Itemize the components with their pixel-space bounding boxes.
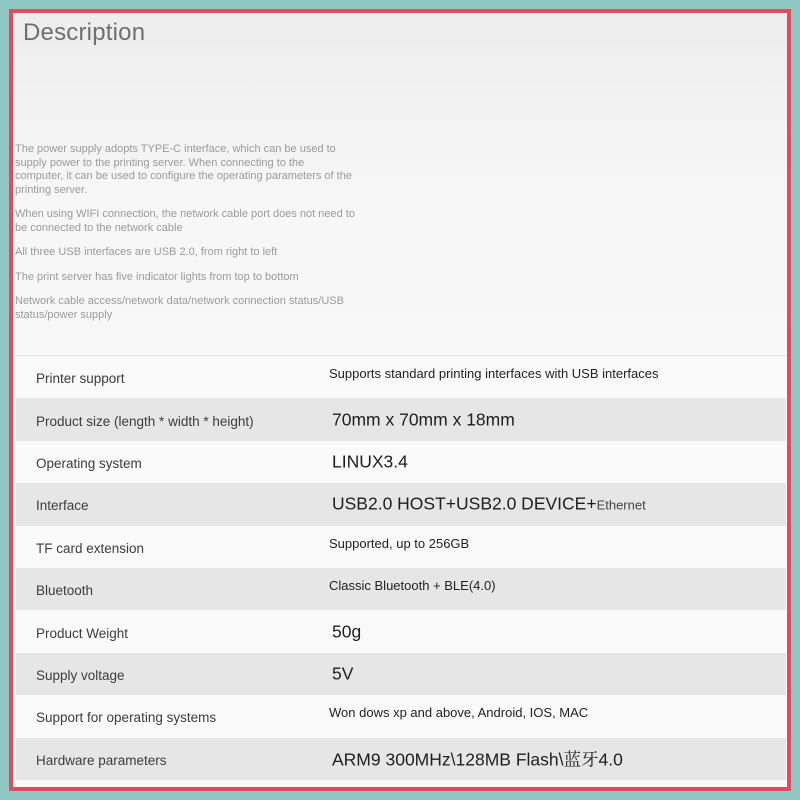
spec-value: Supported, up to 256GB bbox=[329, 535, 470, 551]
spec-label: Supply voltage bbox=[36, 667, 125, 683]
spec-label: TF card extension bbox=[36, 540, 145, 556]
product-description-frame bbox=[9, 9, 791, 791]
spec-value: Classic Bluetooth + BLE(4.0) bbox=[329, 577, 496, 593]
note-indicator-lights: The print server has five indicator lights from top to bottom bbox=[15, 270, 299, 283]
spec-value-interface bbox=[332, 494, 646, 515]
spec-row-supported-os bbox=[16, 695, 786, 737]
spec-row-product-size bbox=[16, 398, 786, 440]
note-power-supply: The power supply adopts TYPE-C interface, which can be used to supply power to the printing server. When connecting to the computer, it can be used to configure the operating parameters of the printing server. bbox=[15, 143, 352, 196]
spec-row-product-weight bbox=[16, 610, 786, 652]
spec-label: Operating system bbox=[36, 455, 142, 471]
note-wifi: When using WIFI connection, the network cable port does not need to be connected to the network cable bbox=[15, 208, 355, 234]
spec-row-hardware-parameters bbox=[16, 738, 786, 780]
note-usb: All three USB interfaces are USB 2.0, from right to left bbox=[15, 246, 278, 258]
spec-value: ARM9 300MHz\128MB Flash\蓝牙4.0 bbox=[332, 749, 623, 770]
spec-row-printer-support bbox=[16, 356, 786, 398]
spec-label: Hardware parameters bbox=[36, 752, 167, 768]
spec-row-tf-card bbox=[16, 526, 786, 568]
page-title: Description bbox=[23, 19, 146, 46]
spec-value: 50g bbox=[332, 621, 362, 642]
spec-row-operating-system bbox=[16, 441, 786, 483]
spec-label: Support for operating systems bbox=[36, 710, 217, 726]
spec-value: LINUX3.4 bbox=[332, 451, 408, 472]
spec-value: Won dows xp and above, Android, IOS, MAC bbox=[329, 705, 589, 721]
spec-label: Product size (length * width * height) bbox=[36, 413, 254, 429]
spec-value-tail: Ethernet bbox=[596, 497, 646, 513]
spec-value: 5V bbox=[332, 663, 354, 684]
spec-value: Supports standard printing interfaces with USB interfaces bbox=[329, 365, 659, 381]
spec-table bbox=[16, 355, 786, 780]
note-indicator-list: Network cable access/network data/network connection status/USB status/power supply bbox=[15, 295, 344, 321]
spec-row-supply-voltage bbox=[16, 653, 786, 695]
spec-value: 70mm x 70mm x 18mm bbox=[332, 409, 515, 430]
spec-row-interface bbox=[16, 483, 786, 525]
spec-label: Interface bbox=[36, 498, 89, 514]
spec-label: Printer support bbox=[36, 371, 125, 387]
description-notes bbox=[15, 143, 355, 322]
spec-label: Bluetooth bbox=[36, 583, 94, 599]
description-panel bbox=[13, 13, 787, 787]
spec-row-bluetooth bbox=[16, 568, 786, 610]
spec-value: USB2.0 HOST+USB2.0 DEVICE+ bbox=[332, 493, 597, 514]
spec-label: Product Weight bbox=[36, 625, 129, 641]
